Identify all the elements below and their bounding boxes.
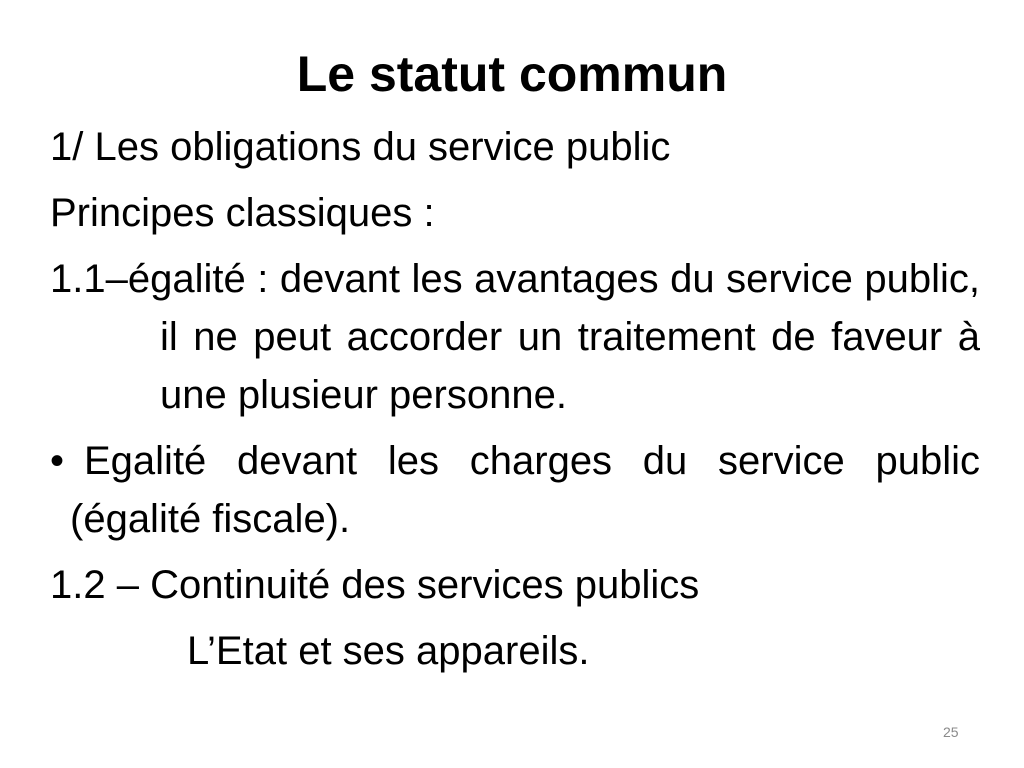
continuity-heading: 1.2 – Continuité des services publics bbox=[50, 563, 700, 607]
principles-heading: Principes classiques : bbox=[50, 191, 435, 235]
slide-number: 25 bbox=[943, 724, 959, 740]
bullet-text: Egalité devant les charges du service public (égalité fiscale). bbox=[70, 439, 980, 541]
equality-paragraph: 1.1–égalité : devant les avantages du service public, il ne peut accorder un traitement de faveur à une plusieur personne. bbox=[50, 257, 980, 417]
bullet-item bbox=[50, 432, 980, 548]
slide-title: Le statut commun bbox=[296, 46, 728, 102]
bullet-icon: • bbox=[50, 439, 65, 483]
state-line: L’Etat et ses appareils. bbox=[187, 629, 590, 673]
section-heading: 1/ Les obligations du service public bbox=[50, 125, 671, 169]
slide-body bbox=[50, 118, 980, 688]
